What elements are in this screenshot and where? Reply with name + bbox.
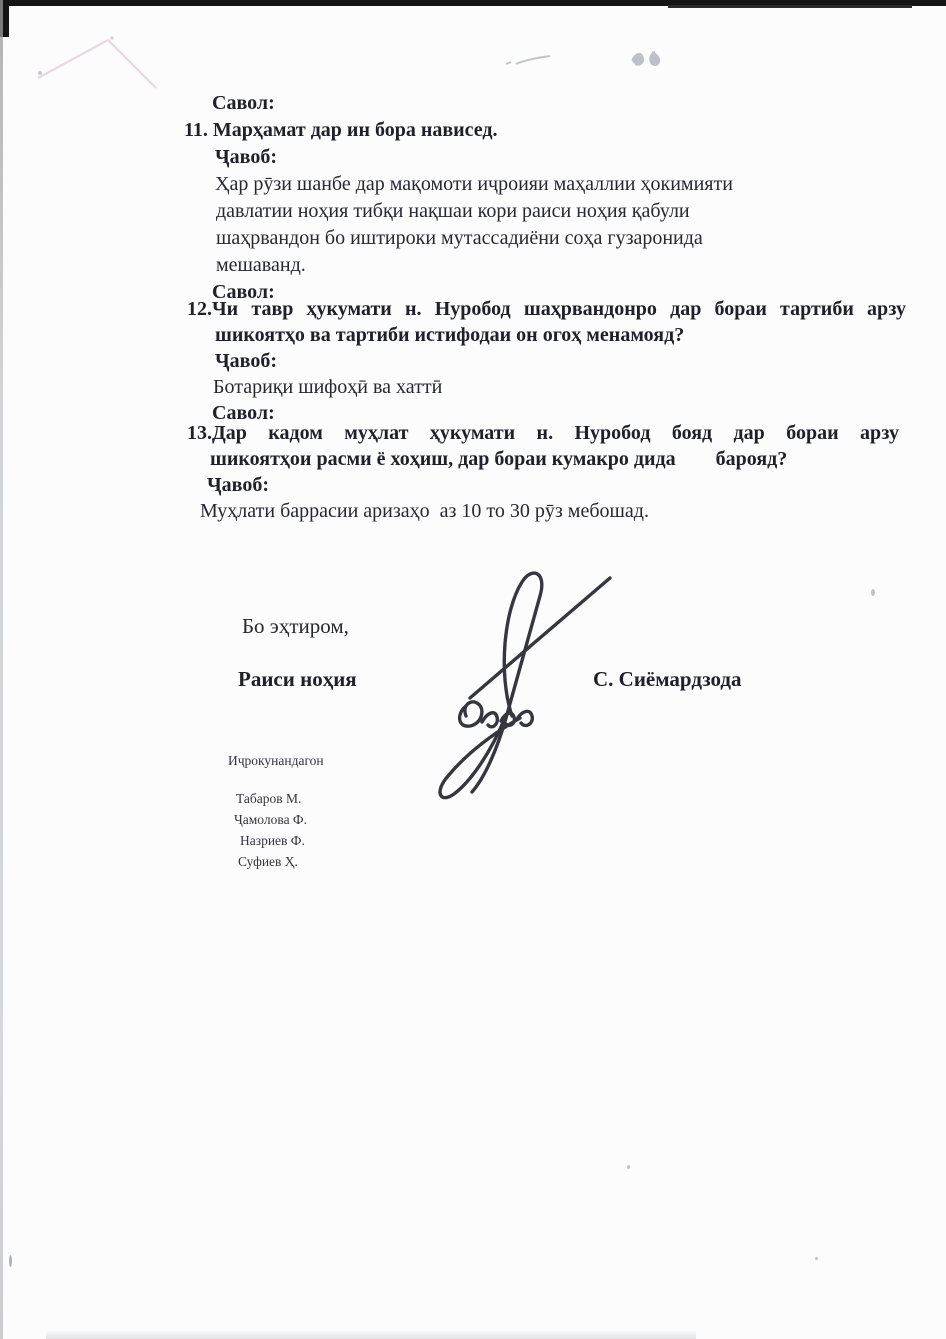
- qa12-answer-line: Ботариқи шифоҳӣ ва хаттӣ: [213, 376, 443, 398]
- scan-speck: [815, 1257, 818, 1260]
- qa13-answer-line: Муҳлати баррасии аризаҳо аз 10 то 30 рӯз мебошад.: [200, 500, 649, 522]
- qa13-javob-label: Ҷавоб:: [207, 474, 270, 496]
- scan-crease-mark: [28, 30, 178, 120]
- qa12-savol-label: Савол:: [212, 281, 275, 303]
- scan-speck: [871, 589, 875, 596]
- scan-speck: [627, 1165, 630, 1169]
- scan-smudge-right: [624, 44, 672, 70]
- closing-salutation: Бо эҳтиром,: [242, 614, 349, 638]
- qa13-question-line: 13.Дар кадом муҳлат ҳукумати н. Нуробод бояд дар бораи арзу: [187, 422, 899, 444]
- qa12-question-line: шикоятҳо ва тартиби истифодаи он огоҳ менамояд?: [215, 324, 685, 346]
- scan-bottom-shadow: [46, 1330, 696, 1339]
- qa11-question: 11. Марҳамат дар ин бора нависед.: [184, 119, 498, 141]
- qa11-javob-label: Ҷавоб:: [215, 146, 278, 168]
- scan-smudge-left: [502, 48, 554, 70]
- signature-scribble: [420, 566, 615, 804]
- signer-title: Раиси ноҳия: [238, 667, 357, 691]
- executor-name: Ҷамолова Ф.: [234, 812, 307, 827]
- qa11-answer-line: шаҳрвандон бо иштироки мутассадиёни соҳа гузаронида: [216, 227, 703, 249]
- scan-speck: [9, 1255, 12, 1267]
- scan-edge-top-bar-thick: [668, 5, 912, 8]
- qa11-answer-line: Ҳар рӯзи шанбе дар мақомоти иҷроияи маҳаллии ҳокимияти: [215, 173, 733, 195]
- qa11-answer-line: мешаванд.: [216, 254, 306, 276]
- qa12-question-line: 12.Чи тавр ҳукумати н. Нуробод шаҳрвандонро дар бораи тартиби арзу: [187, 298, 906, 320]
- qa11-savol-label: Савол:: [212, 92, 275, 114]
- executor-name: Табаров М.: [236, 791, 302, 806]
- executor-name: Назриев Ф.: [240, 833, 305, 848]
- scan-left-edge-line: [0, 0, 3, 1339]
- qa11-answer-line: давлатии ноҳия тибқи нақшаи кори раиси ноҳия қабули: [216, 200, 690, 222]
- qa13-question-line: шикоятҳои расми ё хоҳиш, дар бораи кумакро дида барояд?: [210, 448, 788, 470]
- qa12-javob-label: Ҷавоб:: [215, 350, 278, 372]
- executors-label: Иҷрокунандагон: [228, 753, 324, 768]
- qa13-savol-label: Савол:: [212, 402, 275, 424]
- signer-name: С. Сиёмардзода: [593, 667, 742, 691]
- executor-name: Суфиев Ҳ.: [238, 854, 298, 869]
